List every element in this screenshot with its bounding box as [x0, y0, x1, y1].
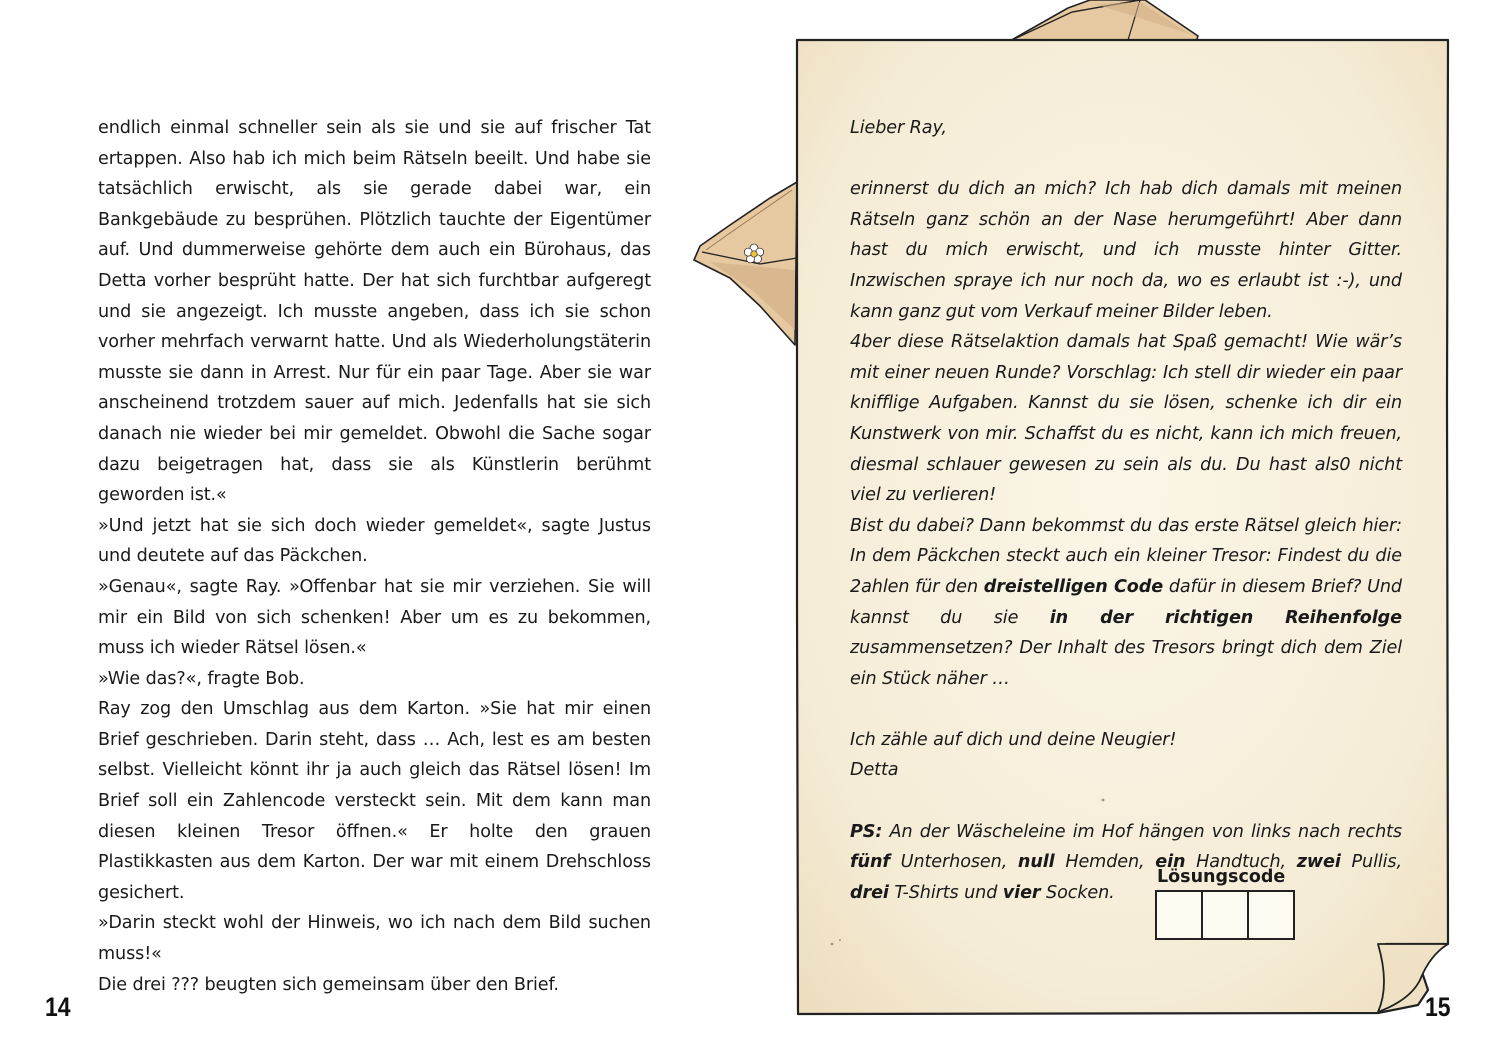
- envelope-left: [694, 182, 797, 345]
- envelope-top: [1008, 0, 1198, 42]
- letter-postscript: PS: An der Wäscheleine im Hof hängen von links nach rechts fünf Unterhosen, null Hemden, ein Handtuch, zwei Pullis, drei T-Shirts und vier Socken.: [850, 821, 1402, 903]
- paragraph: Die drei ??? beugten sich gemeinsam über den Brief.: [98, 974, 559, 995]
- paragraph: »Wie das?«, fragte Bob.: [98, 668, 305, 689]
- emphasis: dreistelligen Code: [983, 576, 1164, 597]
- letter-paragraph: 4ber diese Rätselaktion damals hat Spaß gemacht! Wie wär’s mit einer neuen Runde? Vorschlag: Ich stell dir wieder ein paar knifflige Aufgaben. Kannst du sie lösen, schenke ich dir ein Kunstwerk von mir. Schaffst du es nicht, kann ich mich freuen, diesmal schlauer gewesen zu sein als du. Du hast als0 nicht viel zu verlieren!: [850, 332, 1402, 506]
- code-digit-box[interactable]: [1247, 890, 1295, 940]
- code-digit-box[interactable]: [1155, 890, 1203, 940]
- ps-label: PS:: [850, 821, 883, 842]
- letter-paragraph: erinnerst du dich an mich? Ich hab dich damals mit meinen Rätseln ganz schön an der Nase herumgeführt! Aber dann hast du mich erwischt, und ich musste hinter Gitter. Inzwischen spraye ich nur noch da, wo es erlaubt ist :-), und kann ganz gut vom Verkauf meiner Bilder leben.: [850, 179, 1402, 322]
- paragraph: Ray zog den Umschlag aus dem Karton. »Sie hat mir einen Brief geschrieben. Darin steht, dass … Ach, lest es am besten selbst. Vielleicht könnt ihr ja auch gleich das Rätsel lösen! Im Brief soll ein Zahlencode versteckt sein. Mit dem kann man diesen kleinen Tresor öffnen.« Er holte den grauen Plastikkasten aus dem Karton. Der war mit einem Drehschloss gesichert.: [98, 699, 651, 903]
- solution-code-boxes: [1155, 890, 1293, 940]
- paragraph: endlich einmal schneller sein als sie und sie auf frischer Tat ertappen. Also hab ich mich beim Rätseln beeilt. Und habe sie tatsächlich erwischt, als sie gerade dabei war, ein Bankgebäude zu besprühen. Plötzlich tauchte der Eigentümer auf. Und dummerweise gehörte dem auch ein Bürohaus, das Detta vorher besprüht hatte. Der hat sich furchtbar aufgeregt und sie angezeigt. Ich musste angeben, dass ich sie schon vorher mehrfach verwarnt hatte. Und als Wiederholungstäterin musste sie dann in Arrest. Nur für ein paar Tage. Aber sie war anscheinend trotzdem sauer auf mich. Jedenfalls hat sie sich danach nie wieder bei mir gemeldet. Obwohl die Sache sogar dazu beigetragen hat, dass sie als Künstlerin berühmt geworden ist.«: [98, 118, 651, 506]
- paragraph: »Genau«, sagte Ray. »Offenbar hat sie mir verziehen. Sie will mir ein Bild von sich schenken! Aber um es zu bekommen, muss ich wieder Rätsel lösen.«: [98, 576, 651, 659]
- page-number-right: 15: [1425, 992, 1451, 1022]
- emphasis: in der richtigen Reihenfolge: [1049, 607, 1402, 628]
- code-digit-box[interactable]: [1201, 890, 1249, 940]
- letter-signature: Detta: [850, 760, 899, 781]
- letter-text: [850, 113, 1402, 908]
- paragraph: »Darin steckt wohl der Hinweis, wo ich nach dem Bild suchen muss!«: [98, 913, 651, 965]
- letter-paragraph: Bist du dabei? Dann bekommst du das erste Rätsel gleich hier: In dem Päckchen steckt auch ein kleiner Tresor: Findest du die 2ahlen für den dreistelligen Code dafür in diesem Brief? Und kannst du sie in der richtigen Reihenfolge zusammensetzen? Der Inhalt des Tresors bringt dich dem Ziel ein Stück näher …: [850, 515, 1402, 689]
- paragraph: »Und jetzt hat sie sich doch wieder gemeldet«, sagte Justus und deutete auf das Päckchen.: [98, 515, 651, 567]
- letter-closing: Ich zähle auf dich und deine Neugier!: [850, 729, 1177, 750]
- page-number-left: 14: [45, 992, 71, 1022]
- solution-code-label: Lösungscode: [1157, 867, 1286, 887]
- letter-greeting: Lieber Ray,: [850, 118, 947, 138]
